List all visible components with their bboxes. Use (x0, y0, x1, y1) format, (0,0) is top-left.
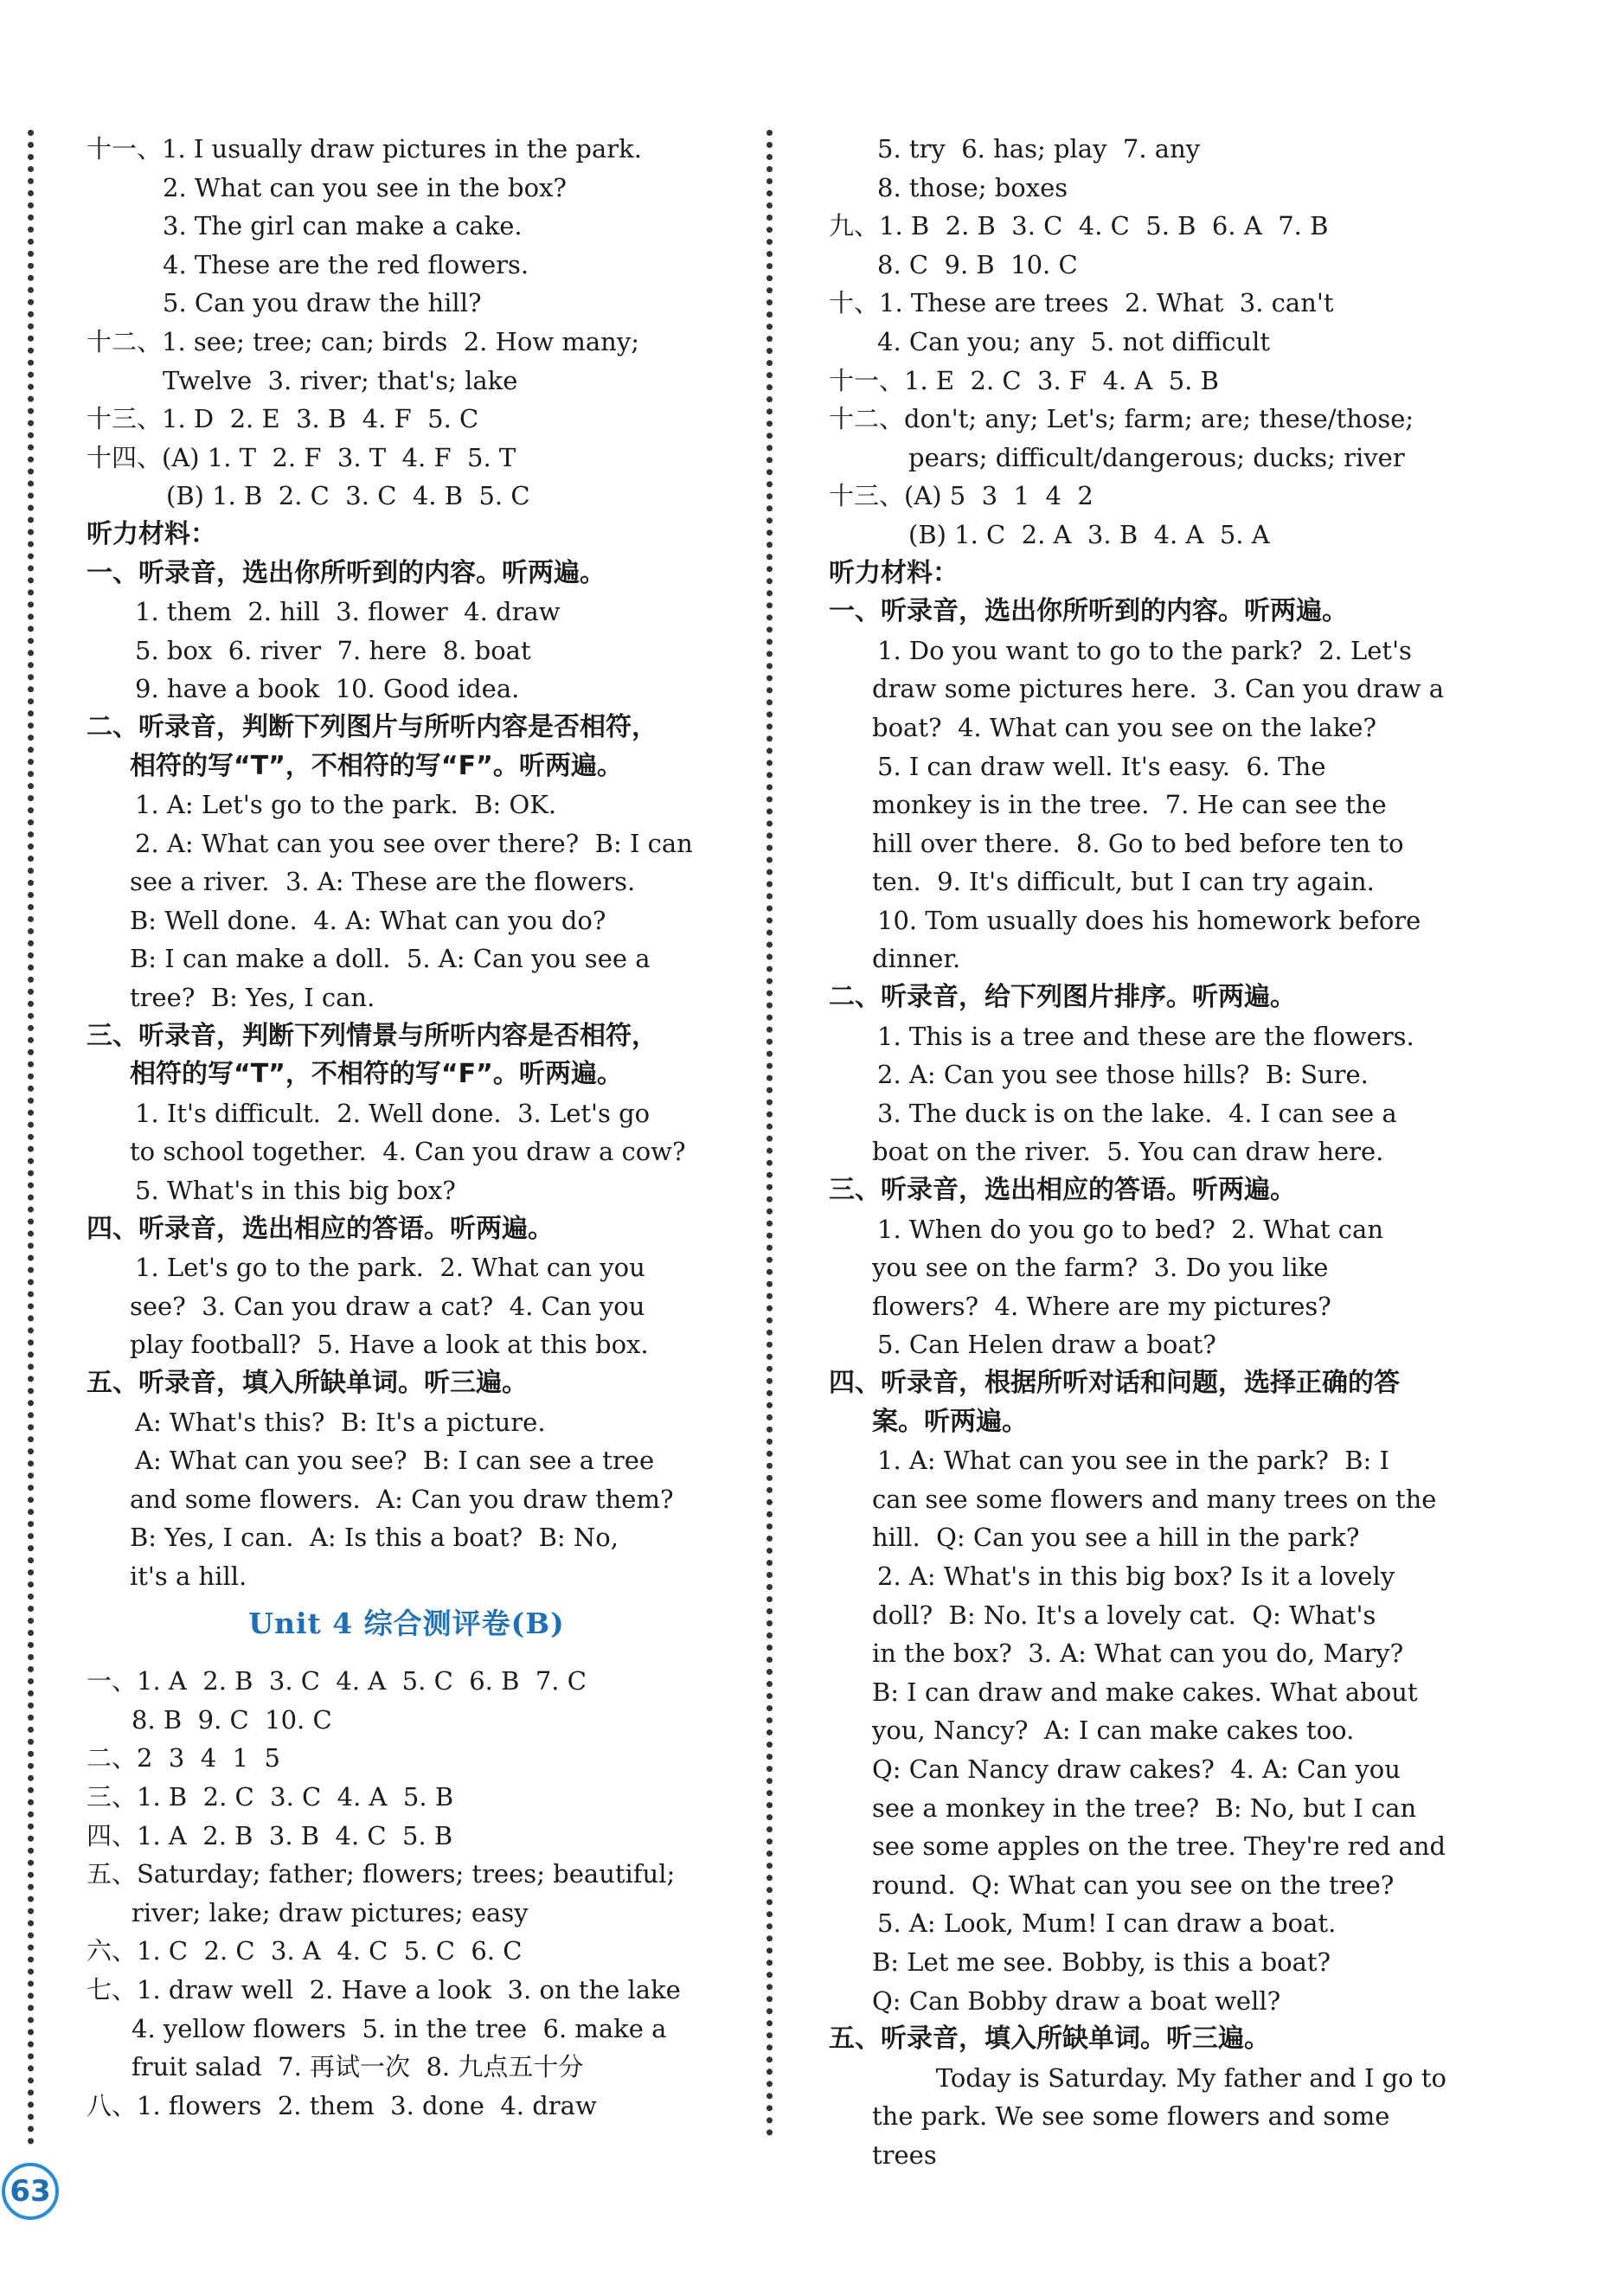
text-line: flowers? 4. Where are my pictures? (872, 1291, 1331, 1321)
text-line: 8. those; boxes (877, 172, 1068, 202)
text-line: round. Q: What can you see on the tree? (872, 1870, 1395, 1900)
text-line: can see some flowers and many trees on the (872, 1484, 1437, 1514)
text-line: see a monkey in the tree? B: No, but I can (872, 1793, 1417, 1823)
text-line: boat? 4. What can you see on the lake? (872, 712, 1376, 742)
text-line: Q: Can Nancy draw cakes? 4. A: Can you (872, 1754, 1401, 1784)
text-line: tree? B: Yes, I can. (130, 983, 375, 1013)
text-line: 六、1. C 2. C 3. A 4. C 5. C 6. C (87, 1936, 523, 1966)
text-line: B: I can draw and make cakes. What about (872, 1677, 1418, 1707)
text-line: 4. These are the red flowers. (163, 249, 529, 279)
text-line: 8. C 9. B 10. C (877, 249, 1078, 279)
text-line: 四、听录音，根据所听对话和问题，选择正确的答 (829, 1368, 1400, 1398)
left-answer-lines-after (87, 1662, 727, 2125)
text-line: 八、1. flowers 2. them 3. done 4. draw (87, 2090, 597, 2120)
text-line: play football? 5. Have a look at this box. (130, 1330, 649, 1360)
text-line: 相符的写“T”，不相符的写“F”。听两遍。 (130, 1059, 623, 1090)
text-line: B: Let me see. Bobby, is this a boat? (872, 1946, 1331, 1977)
page-number-badge: 63 (2, 2163, 59, 2220)
text-line: 十、1. These are trees 2. What 3. can't (829, 288, 1334, 318)
text-line: A: What can you see? B: I can see a tree (135, 1446, 655, 1476)
text-line: it's a hill. (130, 1561, 247, 1591)
text-line: 七、1. draw well 2. Have a look 3. on the lake (87, 1974, 681, 2004)
text-line: 1. them 2. hill 3. flower 4. draw (135, 597, 561, 627)
text-line: Q: Can Bobby draw a boat well? (872, 1985, 1281, 2016)
text-line: 相符的写“T”，不相符的写“F”。听两遍。 (130, 750, 623, 781)
text-line: 2. A: What's in this big box? Is it a lovely (877, 1561, 1395, 1591)
text-line: 1. When do you go to bed? 2. What can (877, 1214, 1383, 1244)
text-line: 十四、(A) 1. T 2. F 3. T 4. F 5. T (87, 442, 516, 472)
text-line: draw some pictures here. 3. Can you draw a (872, 674, 1445, 704)
text-line: 5. box 6. river 7. here 8. boat (135, 635, 531, 665)
text-line: see a river. 3. A: These are the flowers. (130, 867, 636, 897)
text-line: hill over there. 8. Go to bed before ten to (872, 828, 1404, 858)
text-line: A: What's this? B: It's a picture. (135, 1407, 546, 1437)
text-line: 五、听录音，填入所缺单词。听三遍。 (829, 2023, 1270, 2055)
text-line: 十一、1. E 2. C 3. F 4. A 5. B (829, 365, 1219, 395)
text-line: to school together. 4. Can you draw a cow? (130, 1137, 686, 1167)
left-dotted-binding-line (28, 130, 34, 2145)
text-line: B: Yes, I can. A: Is this a boat? B: No, (130, 1523, 619, 1553)
text-line: 5. A: Look, Mum! I can draw a boat. (877, 1908, 1337, 1939)
text-line: 一、听录音，选出你所听到的内容。听两遍。 (87, 557, 606, 588)
text-line: 十一、1. I usually draw pictures in the park. (87, 134, 642, 164)
text-line: (B) 1. B 2. C 3. C 4. B 5. C (166, 481, 530, 511)
text-line: 4. yellow flowers 5. in the tree 6. make a (131, 2013, 667, 2043)
text-line: 一、听录音，选出你所听到的内容。听两遍。 (829, 596, 1348, 627)
text-line: 1. Let's go to the park. 2. What can you (135, 1253, 645, 1283)
text-line: 十二、don't; any; Let's; farm; are; these/those; (829, 404, 1414, 434)
text-line: Twelve 3. river; that's; lake (163, 365, 518, 395)
center-dotted-divider (766, 130, 773, 2137)
text-line: 2. A: What can you see over there? B: I can (135, 828, 693, 858)
text-line: 案。听两遍。 (872, 1406, 1028, 1437)
text-line: B: I can make a doll. 5. A: Can you see a (130, 944, 651, 974)
text-line: pears; difficult/dangerous; ducks; river (908, 442, 1405, 472)
text-line: 四、听录音，选出相应的答语。听两遍。 (87, 1213, 554, 1244)
text-line: 2. What can you see in the box? (163, 172, 567, 202)
text-line: 九、1. B 2. B 3. C 4. C 5. B 6. A 7. B (829, 211, 1329, 241)
text-line: 5. What's in this big box? (135, 1176, 456, 1206)
text-line: (B) 1. C 2. A 3. B 4. A 5. A (908, 519, 1270, 549)
text-line: see some apples on the tree. They're red and (872, 1831, 1446, 1862)
text-line: you see on the farm? 3. Do you like (872, 1253, 1329, 1283)
text-line: 1. A: What can you see in the park? B: I (877, 1446, 1389, 1476)
text-line: the park. We see some flowers and some trees (872, 2101, 1398, 2170)
text-line: and some flowers. A: Can you draw them? (130, 1484, 674, 1514)
left-answer-lines (87, 130, 727, 1596)
text-line: 十三、1. D 2. E 3. B 4. F 5. C (87, 404, 479, 434)
text-line: 3. The duck is on the lake. 4. I can see a (877, 1098, 1397, 1128)
text-line: boat on the river. 5. You can draw here. (872, 1137, 1384, 1167)
text-line: dinner. (872, 944, 961, 974)
text-line: 4. Can you; any 5. not difficult (877, 326, 1271, 356)
text-line: 5. I can draw well. It's easy. 6. The (877, 751, 1326, 781)
text-line: you, Nancy? A: I can make cakes too. (872, 1716, 1355, 1746)
text-line: 听力材料： (87, 518, 216, 549)
text-line: 十三、(A) 5 3 1 4 2 (829, 481, 1094, 511)
text-line: 1. This is a tree and these are the flowers. (877, 1021, 1414, 1051)
text-line: 五、Saturday; father; flowers; trees; beautiful; (87, 1859, 676, 1889)
left-column (87, 130, 727, 2125)
text-line: 1. It's difficult. 2. Well done. 3. Let's go (135, 1098, 651, 1128)
text-line: 二、2 3 4 1 5 (87, 1743, 280, 1773)
text-line: 1. Do you want to go to the park? 2. Let's (877, 635, 1412, 665)
text-line: ten. 9. It's difficult, but I can try again. (872, 867, 1375, 897)
text-line: 5. Can Helen draw a boat? (877, 1330, 1216, 1360)
text-line: B: Well done. 4. A: What can you do? (130, 905, 606, 935)
text-line: 一、1. A 2. B 3. C 4. A 5. C 6. B 7. C (87, 1666, 587, 1696)
text-line: doll? B: No. It's a lovely cat. Q: What's (872, 1600, 1376, 1630)
text-line: 三、听录音，选出相应的答语。听两遍。 (829, 1175, 1296, 1206)
text-line: monkey is in the tree. 7. He can see the (872, 790, 1387, 820)
text-line: river; lake; draw pictures; easy (131, 1897, 529, 1927)
text-line: 9. have a book 10. Good idea. (135, 674, 520, 704)
text-line: see? 3. Can you draw a cat? 4. Can you (130, 1291, 645, 1321)
text-line: Today is Saturday. My father and I go to (872, 2062, 1446, 2093)
text-line: 听力材料： (829, 557, 959, 588)
text-line: 8. B 9. C 10. C (131, 1704, 332, 1735)
text-line: 2. A: Can you see those hills? B: Sure. (877, 1060, 1369, 1090)
text-line: 三、1. B 2. C 3. C 4. A 5. B (87, 1781, 454, 1812)
text-line: 十二、1. see; tree; can; birds 2. How many; (87, 326, 639, 356)
text-line: 二、听录音，给下列图片排序。听两遍。 (829, 982, 1296, 1013)
text-line: 二、听录音，判断下列图片与所听内容是否相符， (87, 711, 657, 742)
text-line: 1. A: Let's go to the park. B: OK. (135, 790, 557, 820)
text-line: in the box? 3. A: What can you do, Mary? (872, 1639, 1404, 1669)
right-answer-lines (829, 130, 1460, 2174)
text-line: 三、听录音，判断下列情景与所听内容是否相符， (87, 1020, 657, 1051)
text-line: 5. Can you draw the hill? (163, 288, 482, 318)
text-line: 四、1. A 2. B 3. B 4. C 5. B (87, 1820, 453, 1850)
text-line: 10. Tom usually does his homework before (877, 905, 1421, 935)
text-line: fruit salad 7. 再试一次 8. 九点五十分 (131, 2052, 584, 2082)
text-line: 5. try 6. has; play 7. any (877, 134, 1201, 164)
text-line: 五、听录音，填入所缺单词。听三遍。 (87, 1368, 528, 1398)
text-line: 3. The girl can make a cake. (163, 211, 523, 241)
text-line: hill. Q: Can you see a hill in the park? (872, 1523, 1360, 1553)
right-column (829, 130, 1460, 2174)
unit-title: Unit 4 综合测评卷(B) (248, 1606, 565, 1640)
